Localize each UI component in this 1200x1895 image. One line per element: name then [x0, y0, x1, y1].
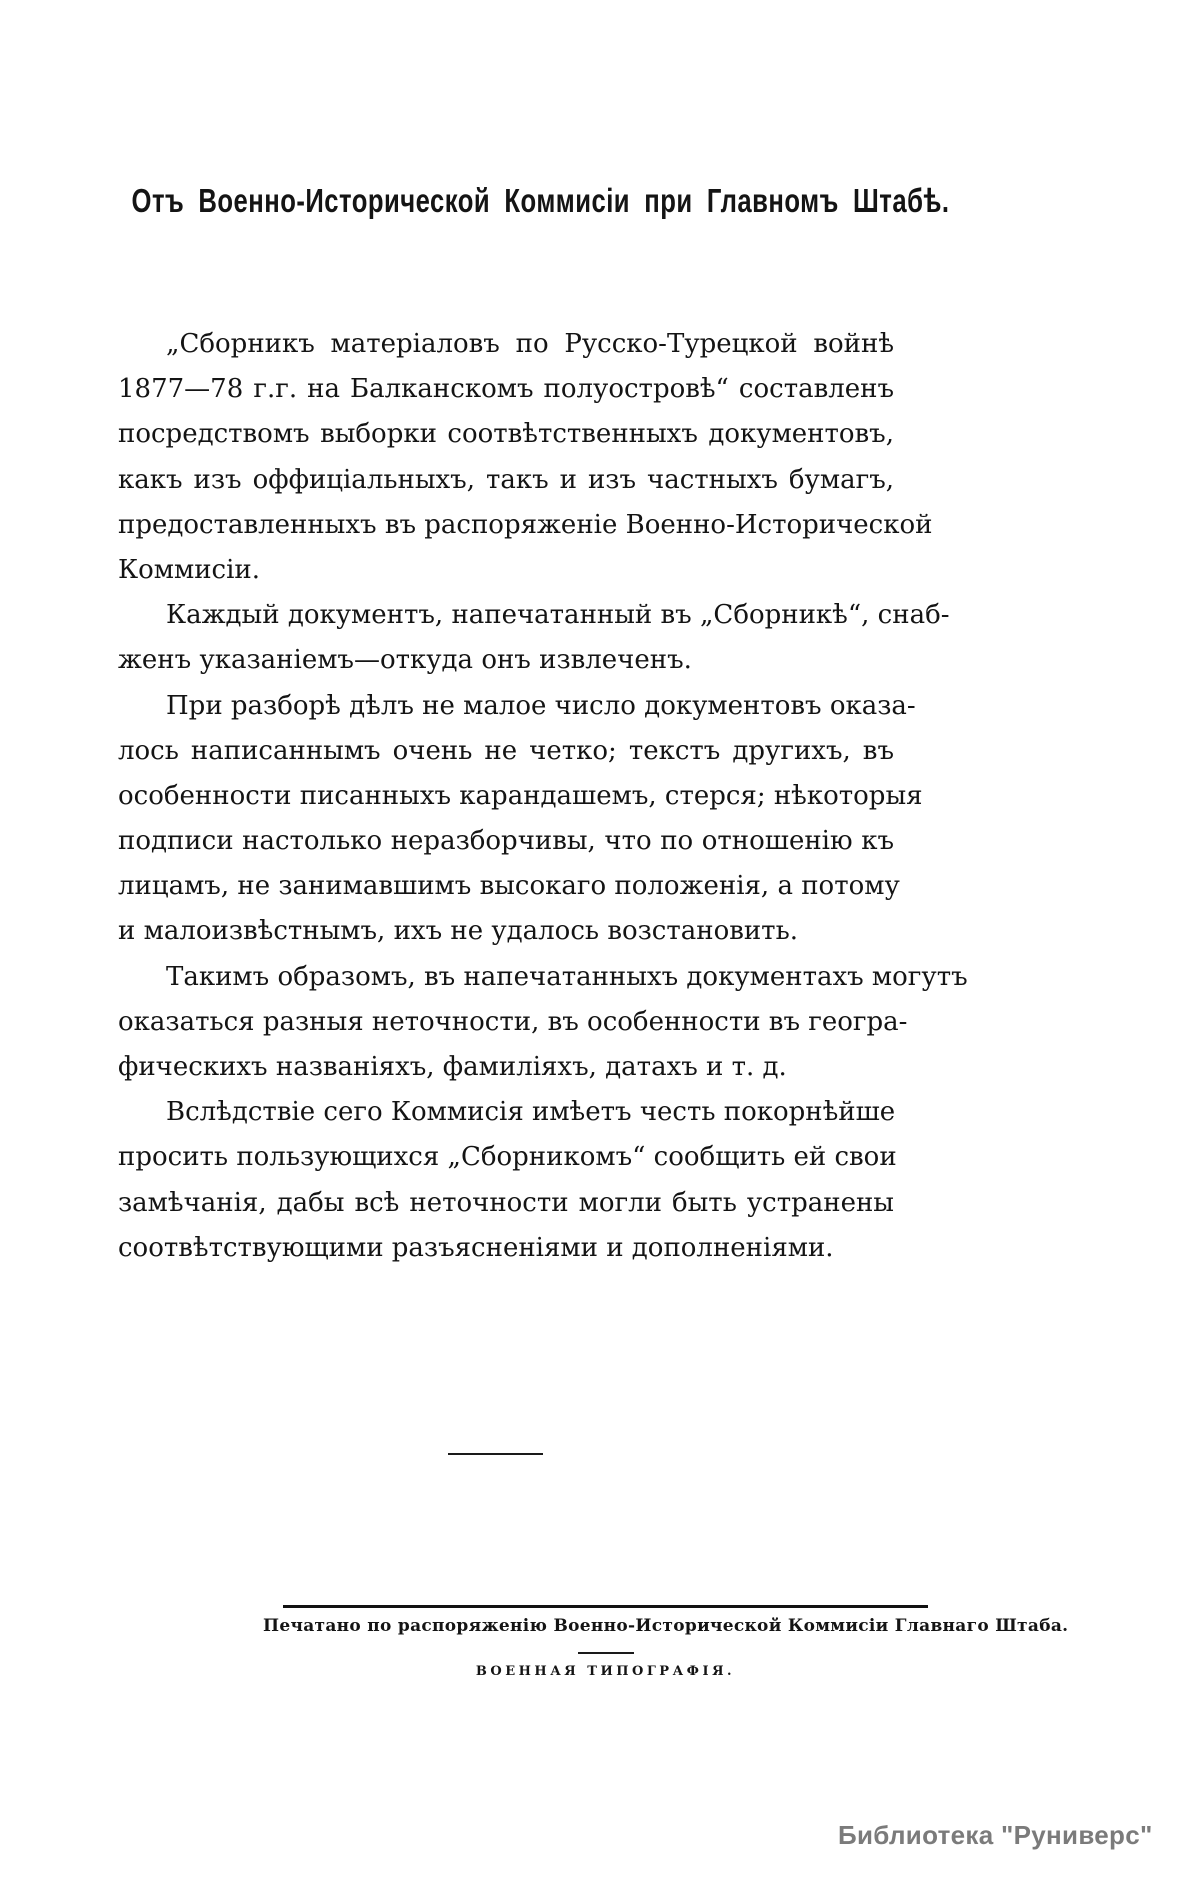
text-line: Каждый документъ, напечатанный въ „Сборникѣ“, снаб- [166, 600, 950, 631]
text-line: оказаться разныя неточности, въ особенности въ геогра- [118, 1006, 908, 1037]
text-line: При разборѣ дѣлъ не малое число документовъ оказа- [166, 690, 916, 721]
text-line: особенности писанныхъ карандашемъ, стерся; нѣкоторыя [118, 780, 923, 811]
text-line: подписи настолько неразборчивы, что по отношенію къ [118, 826, 894, 857]
text-line: лось написаннымъ очень не четко; текстъ другихъ, въ [118, 735, 894, 766]
text-line: замѣчанія, дабы всѣ неточности могли быть устранены [118, 1187, 894, 1218]
text-line: и малоизвѣстнымъ, ихъ не удалось возстановить. [118, 916, 798, 947]
text-line: предоставленныхъ въ распоряженіе Военно-Исторической [118, 509, 933, 540]
text-line: Такимъ образомъ, въ напечатанныхъ документахъ могутъ [166, 961, 968, 992]
section-divider-rule [448, 1453, 543, 1455]
text-line: женъ указаніемъ—откуда онъ извлеченъ. [118, 645, 692, 676]
page-title [110, 182, 950, 220]
runivers-library-watermark: Библиотека "Руниверс" [838, 1820, 1153, 1850]
text-line: Вслѣдствіе сего Коммисія имѣетъ честь покорнѣйше [166, 1097, 896, 1128]
footer-short-rule [578, 1652, 634, 1654]
text-line: посредствомъ выборки соотвѣтственныхъ документовъ, [118, 419, 894, 450]
footer-long-rule [283, 1605, 928, 1608]
text-line: просить пользующихся „Сборникомъ“ сообщить ей свои [118, 1142, 897, 1173]
text-line: 1877—78 г.г. на Балканскомъ полуостровѣ“ составленъ [118, 374, 894, 405]
text-line: Коммисіи. [118, 554, 261, 585]
text-line: соотвѣтствующими разъясненіями и дополненіями. [118, 1232, 834, 1263]
page-title-text: Отъ Военно-Исторической Коммисіи при Главномъ Штабѣ. [131, 182, 950, 220]
text-line: фическихъ названіяхъ, фамиліяхъ, датахъ и т. д. [118, 1052, 787, 1082]
footer-printed-note: Печатано по распоряженію Военно-Исторической Коммисіи Главнаго Штаба. [263, 1616, 1069, 1636]
body-text [118, 322, 968, 1271]
text-line: лицамъ, не занимавшимъ высокаго положенія, а потому [118, 871, 900, 902]
text-line: какъ изъ оффиціальныхъ, такъ и изъ частныхъ бумагъ, [118, 464, 894, 495]
text-line: „Сборникъ матеріаловъ по Русско-Турецкой войнѣ [166, 329, 894, 359]
footer-typography-line: ВОЕННАЯ ТИПОГРАФІЯ. [475, 1664, 736, 1679]
